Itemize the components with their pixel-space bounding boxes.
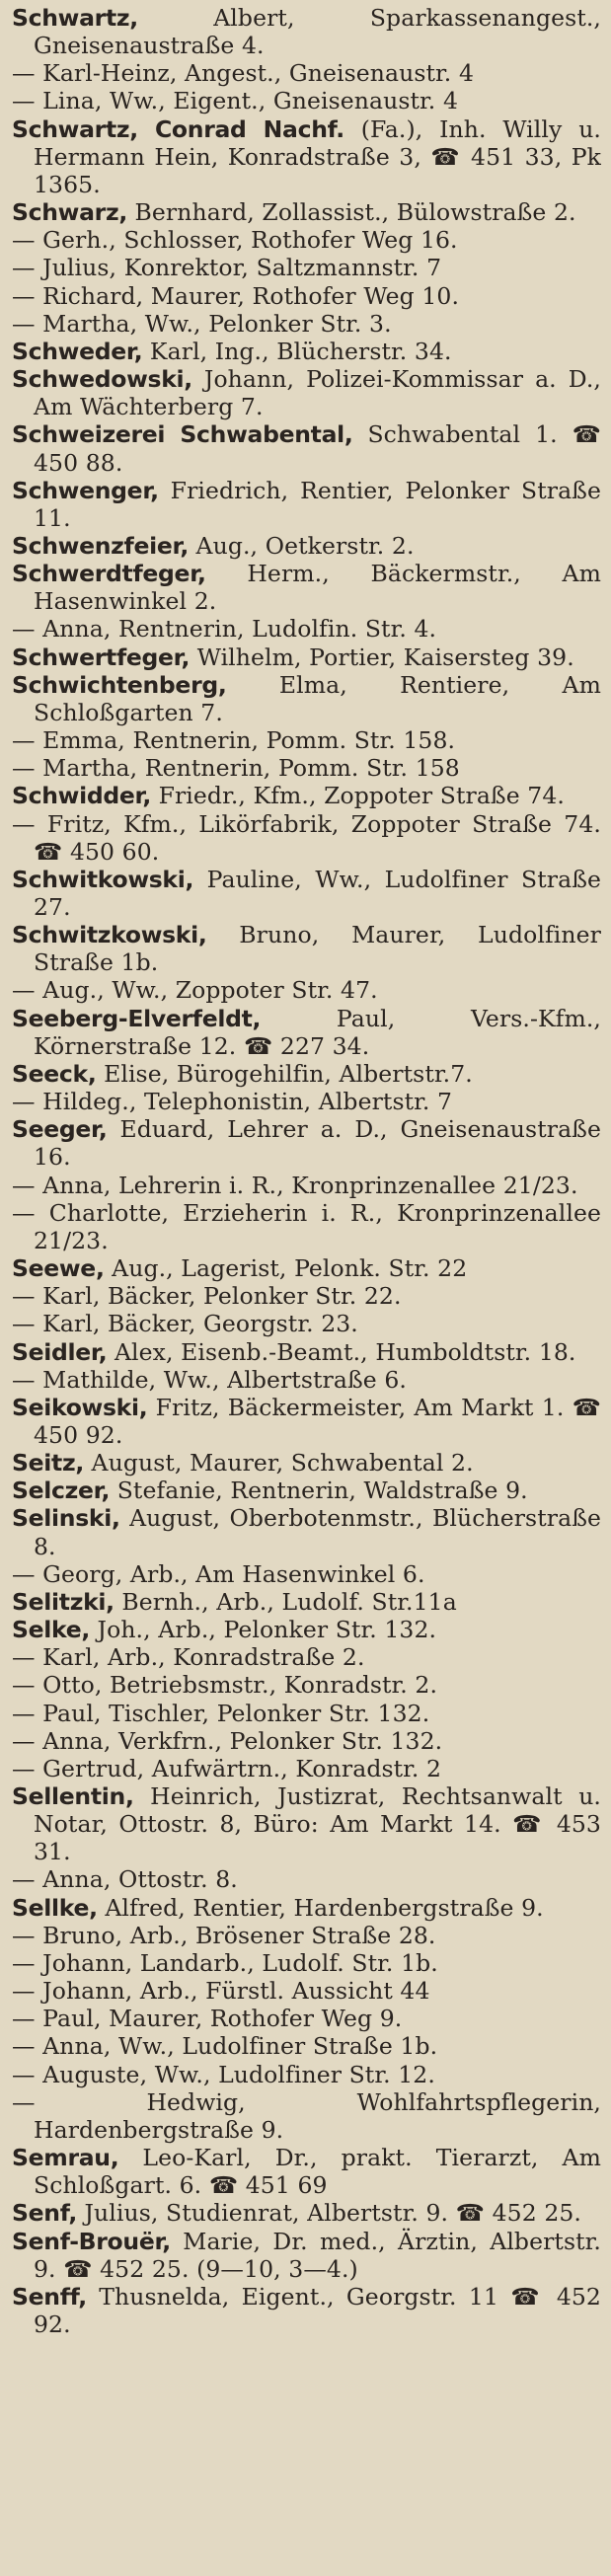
directory-entry — [12, 477, 601, 532]
entry-details: — Otto, Betriebsmstr., Konradstr. 2. — [12, 1671, 438, 1700]
directory-entry — [12, 1172, 601, 1199]
entry-details: — Anna, Rentnerin, Ludolfin. Str. 4. — [12, 615, 437, 644]
entry-details: Herm., Bäckermstr., Am Hasenwinkel 2. — [34, 560, 601, 616]
entry-details: Bernh., Arb., Ludolf. Str.11a — [114, 1587, 457, 1616]
directory-entry — [12, 1671, 601, 1699]
entry-details: — Johann, Landarb., Ludolf. Str. 1b. — [12, 1948, 438, 1977]
entry-details: Paul, Vers.-Kfm., Körnerstraße 12. ☎ 227 34. — [34, 1004, 601, 1060]
entry-name: Senf-Brouër, — [12, 2227, 171, 2255]
directory-entry — [12, 1088, 601, 1115]
entry-details: Joh., Arb., Pelonker Str. 132. — [89, 1616, 437, 1644]
entry-details: August, Maurer, Schwabental 2. — [83, 1449, 474, 1477]
directory-entry — [12, 671, 601, 726]
directory-entry — [12, 1588, 601, 1616]
directory-entry — [12, 1922, 601, 1949]
directory-entry — [12, 782, 601, 809]
directory-entry — [12, 2199, 601, 2227]
entry-details: — Johann, Arb., Fürstl. Aussicht 44 — [12, 1977, 430, 2006]
entry-details: — Anna, Ww., Ludolfiner Straße 1b. — [12, 2032, 438, 2061]
directory-entry — [12, 1782, 601, 1865]
entry-name: Schwenger, — [12, 476, 159, 504]
entry-name: Semrau, — [12, 2144, 119, 2172]
entry-name: Schwichtenberg, — [12, 670, 227, 699]
directory-entry — [12, 2061, 601, 2088]
entry-details: — Karl, Bäcker, Georgstr. 23. — [12, 1310, 358, 1338]
entry-details: — Hildeg., Telephonistin, Albertstr. 7 — [12, 1088, 453, 1116]
entry-name: Senf, — [12, 2199, 77, 2228]
directory-entry — [12, 1504, 601, 1559]
entry-details: — Richard, Maurer, Rothofer Weg 10. — [12, 281, 460, 310]
directory-entry — [12, 254, 601, 281]
entry-name: Selke, — [12, 1616, 90, 1644]
directory-entry — [12, 198, 601, 226]
entry-name: Seikowski, — [12, 1393, 148, 1421]
entry-details: — Karl, Arb., Konradstraße 2. — [12, 1643, 365, 1672]
directory-entry — [12, 1949, 601, 1977]
directory-entry — [12, 560, 601, 615]
directory-entry — [12, 1282, 601, 1310]
directory-entry — [12, 226, 601, 254]
directory-entry — [12, 2283, 601, 2338]
directory-entry — [12, 1477, 601, 1504]
entry-name: Schwitzkowski, — [12, 921, 207, 949]
entry-name: Schwertfeger, — [12, 643, 191, 671]
directory-entry — [12, 1199, 601, 1254]
entry-details: Elise, Bürogehilfin, Albertstr.7. — [96, 1059, 473, 1088]
directory-entry — [12, 1115, 601, 1171]
directory-entry — [12, 1755, 601, 1782]
entry-details: — Anna, Verkfrn., Pelonker Str. 132. — [12, 1726, 443, 1755]
directory-entry — [12, 365, 601, 420]
directory-entry — [12, 1338, 601, 1366]
entry-details: — Fritz, Kfm., Likörfabrik, Zoppoter Straße 74. ☎ 450 60. — [12, 809, 601, 866]
entry-details: Karl, Ing., Blücherstr. 34. — [142, 337, 452, 365]
directory-entry — [12, 1560, 601, 1588]
entry-details: — Mathilde, Ww., Albertstraße 6. — [12, 1365, 407, 1394]
entry-details: Julius, Studienrat, Albertstr. 9. ☎ 452 25. — [76, 2199, 582, 2228]
directory-entry — [12, 1894, 601, 1922]
entry-details: — Lina, Ww., Eigent., Gneisenaustr. 4 — [12, 87, 459, 115]
entry-details: Fritz, Bäckermeister, Am Markt 1. ☎ 450 92. — [34, 1393, 601, 1449]
directory-entry — [12, 310, 601, 338]
entry-name: Seewe, — [12, 1254, 105, 1283]
entry-details: Stefanie, Rentnerin, Waldstraße 9. — [110, 1477, 528, 1505]
entry-name: Schwidder, — [12, 782, 151, 810]
directory-entry — [12, 921, 601, 976]
directory-entry — [12, 1060, 601, 1088]
directory-entry — [12, 644, 601, 671]
directory-entry — [12, 866, 601, 921]
directory-entry — [12, 1310, 601, 1337]
entry-name: Schweizerei Schwabental, — [12, 420, 353, 449]
entry-details: Alex, Eisenb.-Beamt., Humboldtstr. 18. — [107, 1337, 576, 1366]
entry-details: — Bruno, Arb., Brösener Straße 28. — [12, 1921, 436, 1949]
entry-name: Seeger, — [12, 1115, 108, 1144]
entry-details: — Paul, Maurer, Rothofer Weg 9. — [12, 2005, 403, 2033]
entry-details: — Auguste, Ww., Ludolfiner Str. 12. — [12, 2060, 435, 2088]
entry-name: Selitzki, — [12, 1587, 115, 1616]
entry-details: — Aug., Ww., Zoppoter Str. 47. — [12, 976, 378, 1005]
entry-name: Schwartz, — [12, 4, 138, 32]
entry-details: — Martha, Rentnerin, Pomm. Str. 158 — [12, 754, 460, 783]
directory-entry — [12, 59, 601, 87]
entry-details: Thusnelda, Eigent., Georgstr. 11 ☎ 452 92. — [34, 2282, 601, 2338]
directory-entry — [12, 1865, 601, 1893]
entry-details: Pauline, Ww., Ludolfiner Straße 27. — [34, 865, 601, 921]
directory-entry — [12, 1394, 601, 1449]
directory-entry — [12, 87, 601, 114]
directory-entry — [12, 2005, 601, 2032]
entry-details: Friedr., Kfm., Zoppoter Straße 74. — [151, 782, 565, 810]
directory-entry — [12, 1616, 601, 1643]
directory-entry — [12, 1005, 601, 1060]
entry-details: Alfred, Rentier, Hardenbergstraße 9. — [97, 1893, 544, 1922]
directory-entry — [12, 1254, 601, 1282]
entry-name: Schwitkowski, — [12, 865, 194, 893]
entry-details: — Gerh., Schlosser, Rothofer Weg 16. — [12, 226, 458, 255]
entry-details: Bruno, Maurer, Ludolfiner Straße 1b. — [34, 921, 601, 977]
entry-details: Aug., Oetkerstr. 2. — [188, 531, 415, 560]
entry-details: August, Oberbotenmstr., Blücherstraße 8. — [34, 1504, 601, 1560]
entry-name: Seeck, — [12, 1059, 97, 1088]
entry-details: Leo-Karl, Dr., prakt. Tierarzt, Am Schloßgart. 6. ☎ 451 69 — [34, 2144, 601, 2200]
directory-entry — [12, 115, 601, 198]
entry-name: Seidler, — [12, 1337, 108, 1366]
entry-details: Heinrich, Justizrat, Rechtsanwalt u. Notar, Ottostr. 8, Büro: Am Markt 14. ☎ 453 31. — [34, 1782, 601, 1866]
directory-entry — [12, 532, 601, 560]
entry-details: — Julius, Konrektor, Saltzmannstr. 7 — [12, 254, 442, 282]
entry-name: Schweder, — [12, 337, 143, 365]
entry-name: Schwartz, Conrad Nachf. — [12, 114, 344, 143]
entry-details: Bernhard, Zollassist., Bülowstraße 2. — [126, 198, 576, 227]
directory-entry — [12, 1366, 601, 1394]
directory-entry — [12, 1449, 601, 1477]
entry-details: (Fa.), Inh. Willy u. Hermann Hein, Konradstraße 3, ☎ 451 33, Pk 1365. — [34, 114, 601, 198]
entry-details: — Charlotte, Erzieherin i. R., Kronprinzenallee 21/23. — [12, 1198, 601, 1254]
entry-details: — Hedwig, Wohlfahrtspflegerin, Hardenbergstraße 9. — [12, 2087, 601, 2144]
entry-details: — Anna, Ottostr. 8. — [12, 1865, 238, 1894]
entry-name: Schwenzfeier, — [12, 531, 189, 560]
entry-name: Selczer, — [12, 1477, 111, 1505]
entry-name: Schwerdtfeger, — [12, 560, 206, 588]
entry-name: Senff, — [12, 2282, 87, 2311]
directory-entry — [12, 420, 601, 476]
directory-entry — [12, 810, 601, 866]
directory-entry — [12, 4, 601, 59]
entry-details: Albert, Sparkassenangest., Gneisenaustraße 4. — [34, 4, 601, 60]
entry-details: Eduard, Lehrer a. D., Gneisenaustraße 16. — [34, 1115, 601, 1172]
entry-details: Wilhelm, Portier, Kaisersteg 39. — [190, 643, 574, 671]
directory-entry — [12, 338, 601, 365]
entry-details: Schwabental 1. ☎ 450 88. — [34, 420, 601, 477]
entry-details: — Paul, Tischler, Pelonker Str. 132. — [12, 1699, 430, 1727]
entry-details: — Emma, Rentnerin, Pomm. Str. 158. — [12, 726, 456, 755]
entry-name: Schwarz, — [12, 198, 127, 227]
entry-name: Sellentin, — [12, 1782, 134, 1810]
directory-entry — [12, 1727, 601, 1755]
entry-details: — Gertrud, Aufwärtrn., Konradstr. 2 — [12, 1754, 442, 1782]
directory-entry — [12, 615, 601, 643]
entry-details: — Martha, Ww., Pelonker Str. 3. — [12, 309, 392, 338]
entry-details: — Karl-Heinz, Angest., Gneisenaustr. 4 — [12, 59, 474, 88]
directory-entry — [12, 2088, 601, 2144]
entry-name: Seitz, — [12, 1449, 84, 1477]
entry-name: Sellke, — [12, 1893, 98, 1922]
directory-entry — [12, 282, 601, 310]
entry-details: Marie, Dr. med., Ärztin, Albertstr. 9. ☎ 452 25. (9—10, 3—4.) — [34, 2227, 601, 2283]
entry-name: Seeberg-Elverfeldt, — [12, 1004, 262, 1032]
entry-details: Friedrich, Rentier, Pelonker Straße 11. — [34, 476, 601, 532]
entry-details: — Karl, Bäcker, Pelonker Str. 22. — [12, 1282, 402, 1311]
entry-name: Schwedowski, — [12, 365, 192, 394]
directory-entry — [12, 2032, 601, 2060]
directory-entry — [12, 1700, 601, 1727]
directory-entry — [12, 754, 601, 782]
directory-entry — [12, 726, 601, 754]
entry-details: — Georg, Arb., Am Hasenwinkel 6. — [12, 1559, 425, 1588]
entry-details: Johann, Polizei-Kommissar a. D., Am Wächterberg 7. — [34, 365, 601, 421]
directory-entry — [12, 2228, 601, 2283]
entry-details: Elma, Rentiere, Am Schloßgarten 7. — [34, 670, 601, 726]
entry-details: Aug., Lagerist, Pelonk. Str. 22 — [104, 1254, 468, 1283]
directory-entry — [12, 1643, 601, 1671]
entry-name: Selinski, — [12, 1504, 120, 1533]
directory-entry — [12, 976, 601, 1004]
entry-details: — Anna, Lehrerin i. R., Kronprinzenallee 21/23. — [12, 1171, 578, 1199]
directory-entry — [12, 2144, 601, 2199]
directory-entry — [12, 1977, 601, 2005]
